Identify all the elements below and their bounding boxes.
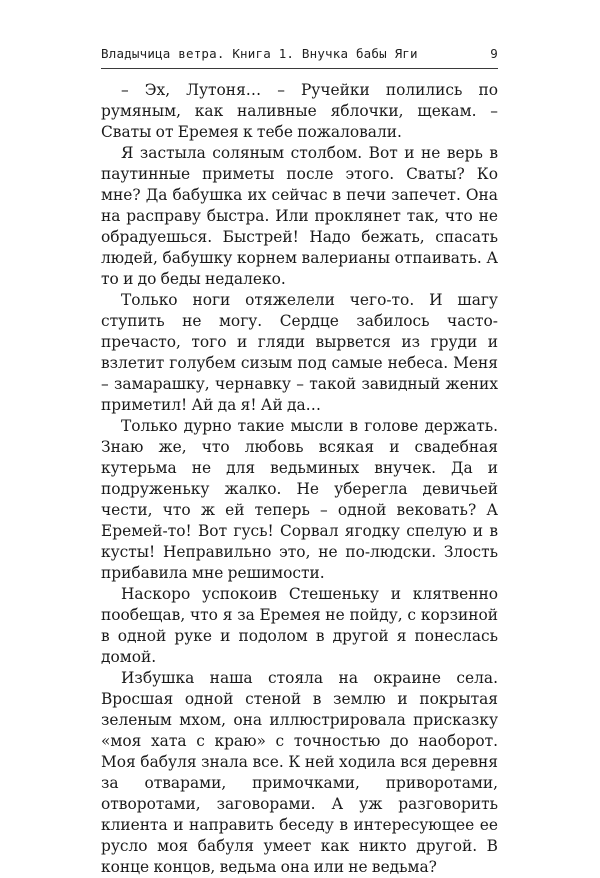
header-rule bbox=[101, 68, 498, 69]
paragraph: Избушка наша стояла на окраине села. Вросшая одной стеной в землю и покрытая зеленым мхом, она иллюстрировала присказку «моя хата с краю» с точностью до наоборот. Моя бабуля знала все. К ней ходила вся деревня за отварами, примочками, приворотами, отворотами, заговорами. А уж разговорить клиента и направить беседу в интересующее ее русло моя бабуля умеет как никто другой. В конце концов, ведьма она или не ведьма? bbox=[101, 669, 498, 876]
paragraph: – Эх, Лутоня… – Ручейки полились по румяным, как наливные яблочки, щекам. – Сваты от Еремея к тебе пожаловали. bbox=[101, 81, 498, 141]
running-header bbox=[101, 46, 498, 66]
paragraph: Наскоро успокоив Стешеньку и клятвенно пообещав, что я за Еремея не пойду, с корзиной в одной руке и подолом в другой я понеслась домой. bbox=[101, 585, 498, 666]
paragraph: Только ноги отяжелели чего-то. И шагу ступить не могу. Сердце забилось часто-пречасто, того и гляди вырвется из груди и взлетит голубем сизым под самые небеса. Меня – замарашку, чернавку – такой завидный жених приметил! Ай да я! Ай да… bbox=[101, 291, 498, 414]
paragraph: Я застыла соляным столбом. Вот и не верь в паутинные приметы после этого. Сваты? Ко мне? Да бабушка их сейчас в печи запечет. Она на расправу быстра. Или проклянет так, что не обрадуешься. Быстрей! Надо бежать, спасать людей, бабушку корнем валерианы отпаивать. А то и до беды недалеко. bbox=[101, 144, 498, 288]
book-title: Владычица ветра. Книга 1. Внучка бабы Яги bbox=[101, 46, 418, 61]
page-number: 9 bbox=[490, 46, 498, 61]
body-text bbox=[101, 80, 498, 878]
paragraph: Только дурно такие мысли в голове держать. Знаю же, что любовь всякая и свадебная кутерьма не для ведьминых внучек. Да и подруженьку жалко. Не уберегла девичьей чести, что ж ей теперь – одной вековать? А Еремей-то! Вот гусь! Сорвал ягодку спелую и в кусты! Неправильно это, не по-людски. Злость прибавила мне решимости. bbox=[101, 417, 498, 582]
